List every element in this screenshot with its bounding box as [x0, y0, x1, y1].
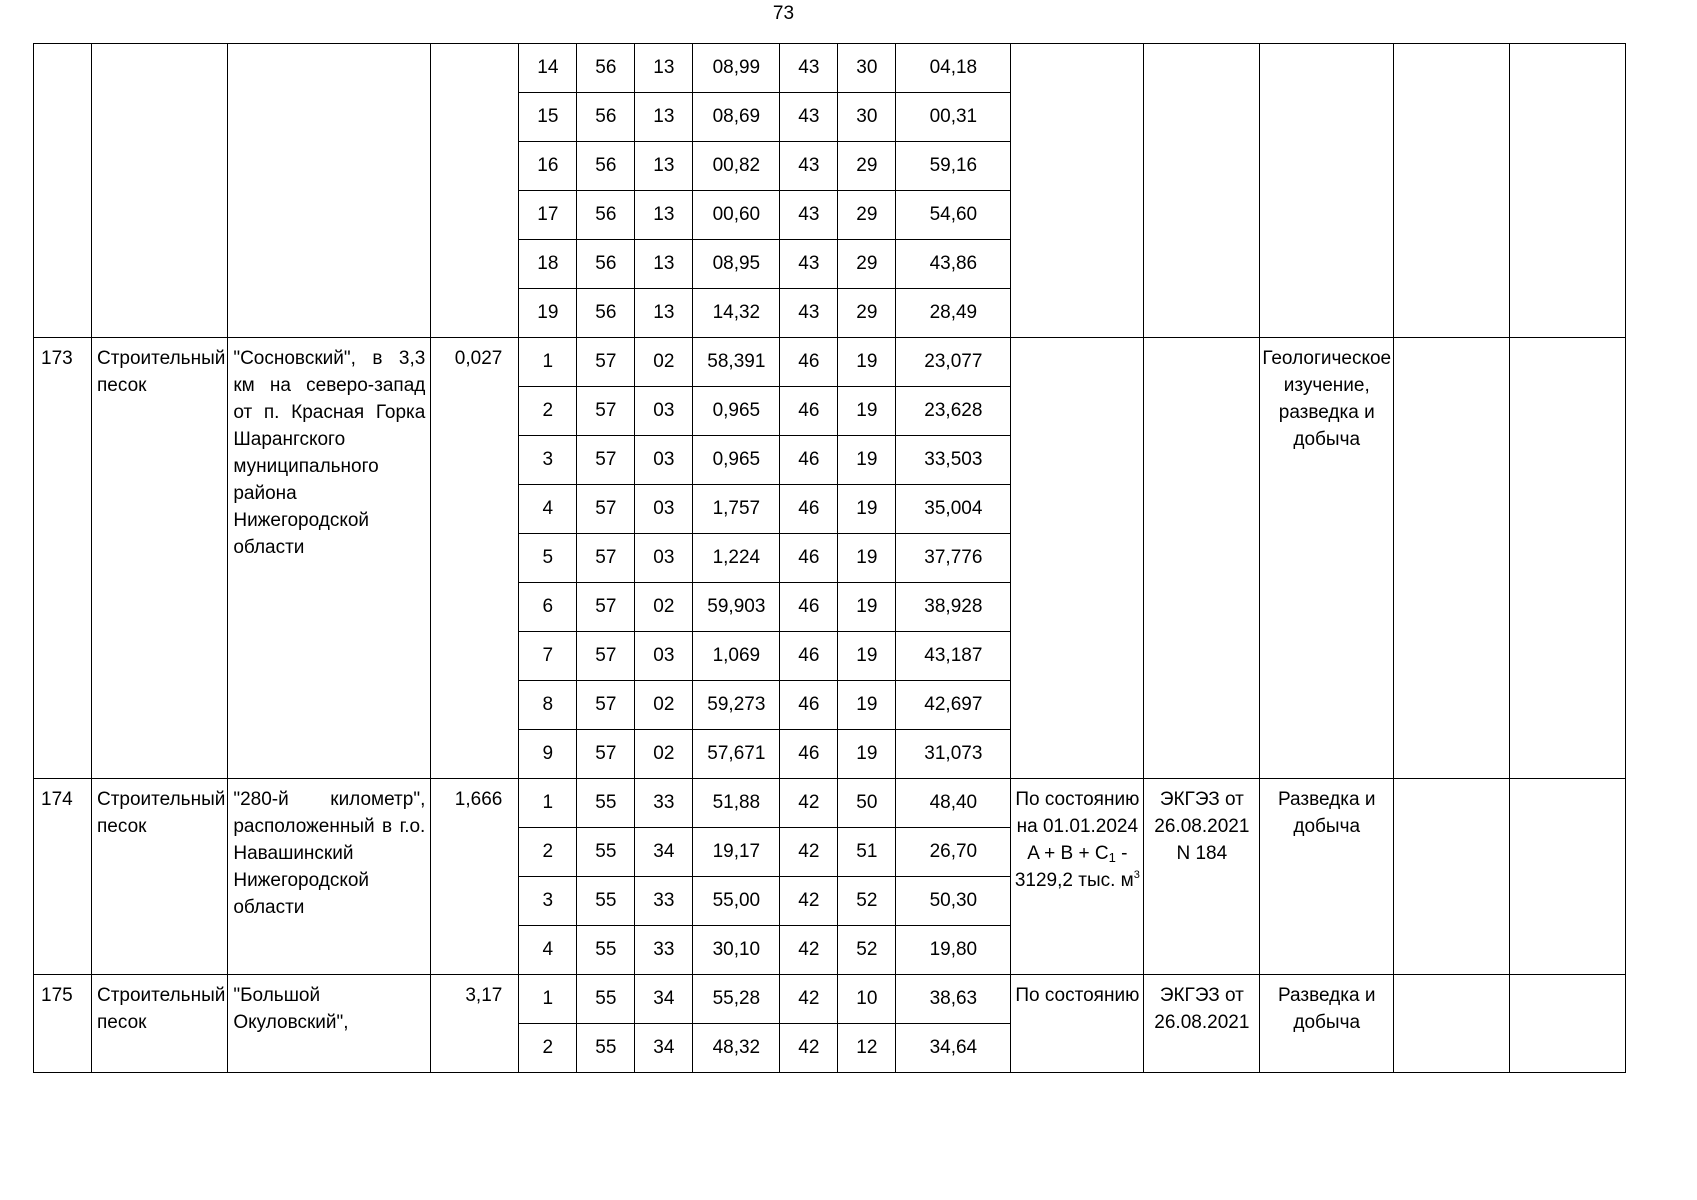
empty-cell [1510, 338, 1626, 779]
lon-min: 29 [838, 240, 896, 289]
lat-deg: 57 [577, 387, 635, 436]
point-number: 1 [519, 338, 577, 387]
lat-sec: 00,82 [693, 142, 780, 191]
lon-sec: 38,928 [896, 583, 1011, 632]
point-number: 2 [519, 387, 577, 436]
lat-sec: 08,99 [693, 44, 780, 93]
lon-deg: 46 [780, 338, 838, 387]
approval-cell: ЭКГЭЗ от 26.08.2021 [1144, 975, 1260, 1073]
reserves-cell [1011, 44, 1144, 338]
lon-min: 30 [838, 93, 896, 142]
lon-deg: 42 [780, 877, 838, 926]
lat-min: 13 [635, 44, 693, 93]
lon-sec: 28,49 [896, 289, 1011, 338]
lon-sec: 48,40 [896, 779, 1011, 828]
lat-min: 33 [635, 779, 693, 828]
lat-sec: 0,965 [693, 436, 780, 485]
approval-cell [1144, 338, 1260, 779]
deposits-table [33, 43, 1626, 1073]
point-number: 1 [519, 779, 577, 828]
lon-min: 19 [838, 436, 896, 485]
lon-deg: 46 [780, 632, 838, 681]
lon-deg: 43 [780, 44, 838, 93]
lat-min: 02 [635, 583, 693, 632]
area-cell: 1,666 [431, 779, 519, 975]
lon-min: 19 [838, 583, 896, 632]
lat-deg: 57 [577, 534, 635, 583]
lon-min: 19 [838, 534, 896, 583]
reserves-date: По состоянию на 01.01.2024 [1015, 789, 1140, 837]
lat-sec: 59,903 [693, 583, 780, 632]
lon-deg: 43 [780, 93, 838, 142]
reserves-cell: По состоянию [1011, 975, 1144, 1073]
site-description-cell [228, 44, 431, 338]
deposit-number-cell [34, 44, 92, 338]
lon-sec: 54,60 [896, 191, 1011, 240]
lat-min: 03 [635, 387, 693, 436]
lat-min: 02 [635, 338, 693, 387]
empty-cell [1394, 338, 1510, 779]
lat-deg: 55 [577, 877, 635, 926]
site-description-cell: "Сосновский", в 3,3 км на северо-запад от п. Красная Горка Шарангского муниципального района Нижегородской области [228, 338, 431, 779]
lon-min: 10 [838, 975, 896, 1024]
lon-sec: 31,073 [896, 730, 1011, 779]
lat-min: 03 [635, 534, 693, 583]
lat-min: 13 [635, 93, 693, 142]
lat-min: 02 [635, 730, 693, 779]
lon-min: 12 [838, 1024, 896, 1073]
lat-min: 02 [635, 681, 693, 730]
reserves-categories: A + B + C [1027, 843, 1109, 864]
area-cell: 3,17 [431, 975, 519, 1073]
purpose-cell: Геологическое изучение, разведка и добыча [1260, 338, 1394, 779]
site-description-cell: "Большой Окуловский", [228, 975, 431, 1073]
lon-sec: 43,86 [896, 240, 1011, 289]
mineral-type-cell [92, 44, 228, 338]
lon-sec: 23,628 [896, 387, 1011, 436]
lon-sec: 00,31 [896, 93, 1011, 142]
lon-sec: 04,18 [896, 44, 1011, 93]
lon-deg: 46 [780, 436, 838, 485]
lat-deg: 57 [577, 681, 635, 730]
point-number: 8 [519, 681, 577, 730]
reserves-cell [1011, 779, 1144, 975]
lon-deg: 42 [780, 926, 838, 975]
lon-deg: 42 [780, 828, 838, 877]
table-row [34, 338, 1626, 387]
lat-sec: 58,391 [693, 338, 780, 387]
point-number: 16 [519, 142, 577, 191]
lat-sec: 1,757 [693, 485, 780, 534]
lon-sec: 23,077 [896, 338, 1011, 387]
empty-cell [1394, 779, 1510, 975]
deposit-number-cell: 175 [34, 975, 92, 1073]
mineral-type-cell: Строительный песок [92, 338, 228, 779]
lon-deg: 46 [780, 681, 838, 730]
lat-min: 33 [635, 877, 693, 926]
lon-deg: 42 [780, 779, 838, 828]
lat-deg: 56 [577, 289, 635, 338]
deposit-number-cell: 174 [34, 779, 92, 975]
approval-cell [1144, 44, 1260, 338]
empty-cell [1394, 44, 1510, 338]
empty-cell [1510, 975, 1626, 1073]
area-cell [431, 44, 519, 338]
lat-sec: 55,28 [693, 975, 780, 1024]
lon-min: 19 [838, 387, 896, 436]
lat-deg: 57 [577, 583, 635, 632]
point-number: 14 [519, 44, 577, 93]
table-row [34, 975, 1626, 1024]
lat-deg: 57 [577, 485, 635, 534]
lat-deg: 55 [577, 779, 635, 828]
purpose-cell: Разведка и добыча [1260, 779, 1394, 975]
point-number: 4 [519, 485, 577, 534]
lat-sec: 57,671 [693, 730, 780, 779]
lat-deg: 57 [577, 632, 635, 681]
mineral-type-cell: Строительный песок [92, 975, 228, 1073]
purpose-cell: Разведка и добыча [1260, 975, 1394, 1073]
lat-sec: 59,273 [693, 681, 780, 730]
lat-min: 13 [635, 191, 693, 240]
lat-sec: 19,17 [693, 828, 780, 877]
lat-deg: 56 [577, 44, 635, 93]
lon-min: 29 [838, 142, 896, 191]
page-number: 73 [772, 3, 795, 24]
reserves-cell [1011, 338, 1144, 779]
lon-deg: 46 [780, 387, 838, 436]
point-number: 2 [519, 1024, 577, 1073]
lon-deg: 46 [780, 485, 838, 534]
lon-min: 19 [838, 632, 896, 681]
lon-min: 19 [838, 730, 896, 779]
lat-min: 03 [635, 632, 693, 681]
lat-deg: 57 [577, 436, 635, 485]
point-number: 9 [519, 730, 577, 779]
reserves-superscript: 3 [1133, 869, 1140, 881]
lat-sec: 51,88 [693, 779, 780, 828]
lat-sec: 08,95 [693, 240, 780, 289]
lon-deg: 43 [780, 240, 838, 289]
lon-min: 52 [838, 926, 896, 975]
lon-min: 19 [838, 485, 896, 534]
point-number: 15 [519, 93, 577, 142]
table-row [34, 44, 1626, 93]
lat-deg: 56 [577, 93, 635, 142]
lat-deg: 57 [577, 338, 635, 387]
lat-sec: 1,224 [693, 534, 780, 583]
deposit-number-cell: 173 [34, 338, 92, 779]
empty-cell [1510, 779, 1626, 975]
lat-deg: 56 [577, 240, 635, 289]
point-number: 7 [519, 632, 577, 681]
reserves-amount: - 3129,2 тыс. м [1014, 843, 1134, 891]
lat-sec: 48,32 [693, 1024, 780, 1073]
lon-sec: 19,80 [896, 926, 1011, 975]
lon-deg: 42 [780, 1024, 838, 1073]
empty-cell [1510, 44, 1626, 338]
empty-cell [1394, 975, 1510, 1073]
lat-sec: 55,00 [693, 877, 780, 926]
lat-sec: 00,60 [693, 191, 780, 240]
lon-deg: 46 [780, 730, 838, 779]
lon-deg: 43 [780, 191, 838, 240]
lon-sec: 50,30 [896, 877, 1011, 926]
point-number: 3 [519, 877, 577, 926]
lon-min: 52 [838, 877, 896, 926]
lat-deg: 55 [577, 1024, 635, 1073]
lat-min: 03 [635, 485, 693, 534]
lat-sec: 1,069 [693, 632, 780, 681]
lat-min: 34 [635, 1024, 693, 1073]
point-number: 1 [519, 975, 577, 1024]
lon-deg: 42 [780, 975, 838, 1024]
point-number: 19 [519, 289, 577, 338]
point-number: 5 [519, 534, 577, 583]
lat-deg: 55 [577, 975, 635, 1024]
lat-deg: 56 [577, 142, 635, 191]
lat-min: 34 [635, 975, 693, 1024]
approval-cell: ЭКГЭЗ от 26.08.2021 N 184 [1144, 779, 1260, 975]
lat-sec: 30,10 [693, 926, 780, 975]
lon-deg: 46 [780, 583, 838, 632]
lon-deg: 43 [780, 142, 838, 191]
site-description-cell: "280-й километр", расположенный в г.о. Навашинский Нижегородской области [228, 779, 431, 975]
lon-sec: 33,503 [896, 436, 1011, 485]
lon-sec: 43,187 [896, 632, 1011, 681]
lon-sec: 26,70 [896, 828, 1011, 877]
lon-sec: 59,16 [896, 142, 1011, 191]
lat-min: 33 [635, 926, 693, 975]
lon-sec: 34,64 [896, 1024, 1011, 1073]
lat-min: 13 [635, 289, 693, 338]
lat-deg: 56 [577, 191, 635, 240]
point-number: 18 [519, 240, 577, 289]
lat-sec: 0,965 [693, 387, 780, 436]
lon-min: 19 [838, 681, 896, 730]
point-number: 4 [519, 926, 577, 975]
lon-deg: 46 [780, 534, 838, 583]
table-row [34, 779, 1626, 828]
lat-sec: 08,69 [693, 93, 780, 142]
lon-deg: 43 [780, 289, 838, 338]
lon-min: 51 [838, 828, 896, 877]
lat-min: 13 [635, 240, 693, 289]
lat-deg: 57 [577, 730, 635, 779]
lon-sec: 37,776 [896, 534, 1011, 583]
lon-min: 30 [838, 44, 896, 93]
lat-min: 34 [635, 828, 693, 877]
lon-min: 50 [838, 779, 896, 828]
lon-sec: 35,004 [896, 485, 1011, 534]
lat-min: 13 [635, 142, 693, 191]
mineral-type-cell: Строительный песок [92, 779, 228, 975]
lon-sec: 42,697 [896, 681, 1011, 730]
reserves-subscript: 1 [1108, 850, 1116, 865]
lon-min: 29 [838, 289, 896, 338]
point-number: 3 [519, 436, 577, 485]
purpose-cell [1260, 44, 1394, 338]
area-cell: 0,027 [431, 338, 519, 779]
lat-sec: 14,32 [693, 289, 780, 338]
lat-deg: 55 [577, 926, 635, 975]
lon-min: 29 [838, 191, 896, 240]
lat-min: 03 [635, 436, 693, 485]
lon-sec: 38,63 [896, 975, 1011, 1024]
lon-min: 19 [838, 338, 896, 387]
lat-deg: 55 [577, 828, 635, 877]
point-number: 17 [519, 191, 577, 240]
point-number: 6 [519, 583, 577, 632]
point-number: 2 [519, 828, 577, 877]
